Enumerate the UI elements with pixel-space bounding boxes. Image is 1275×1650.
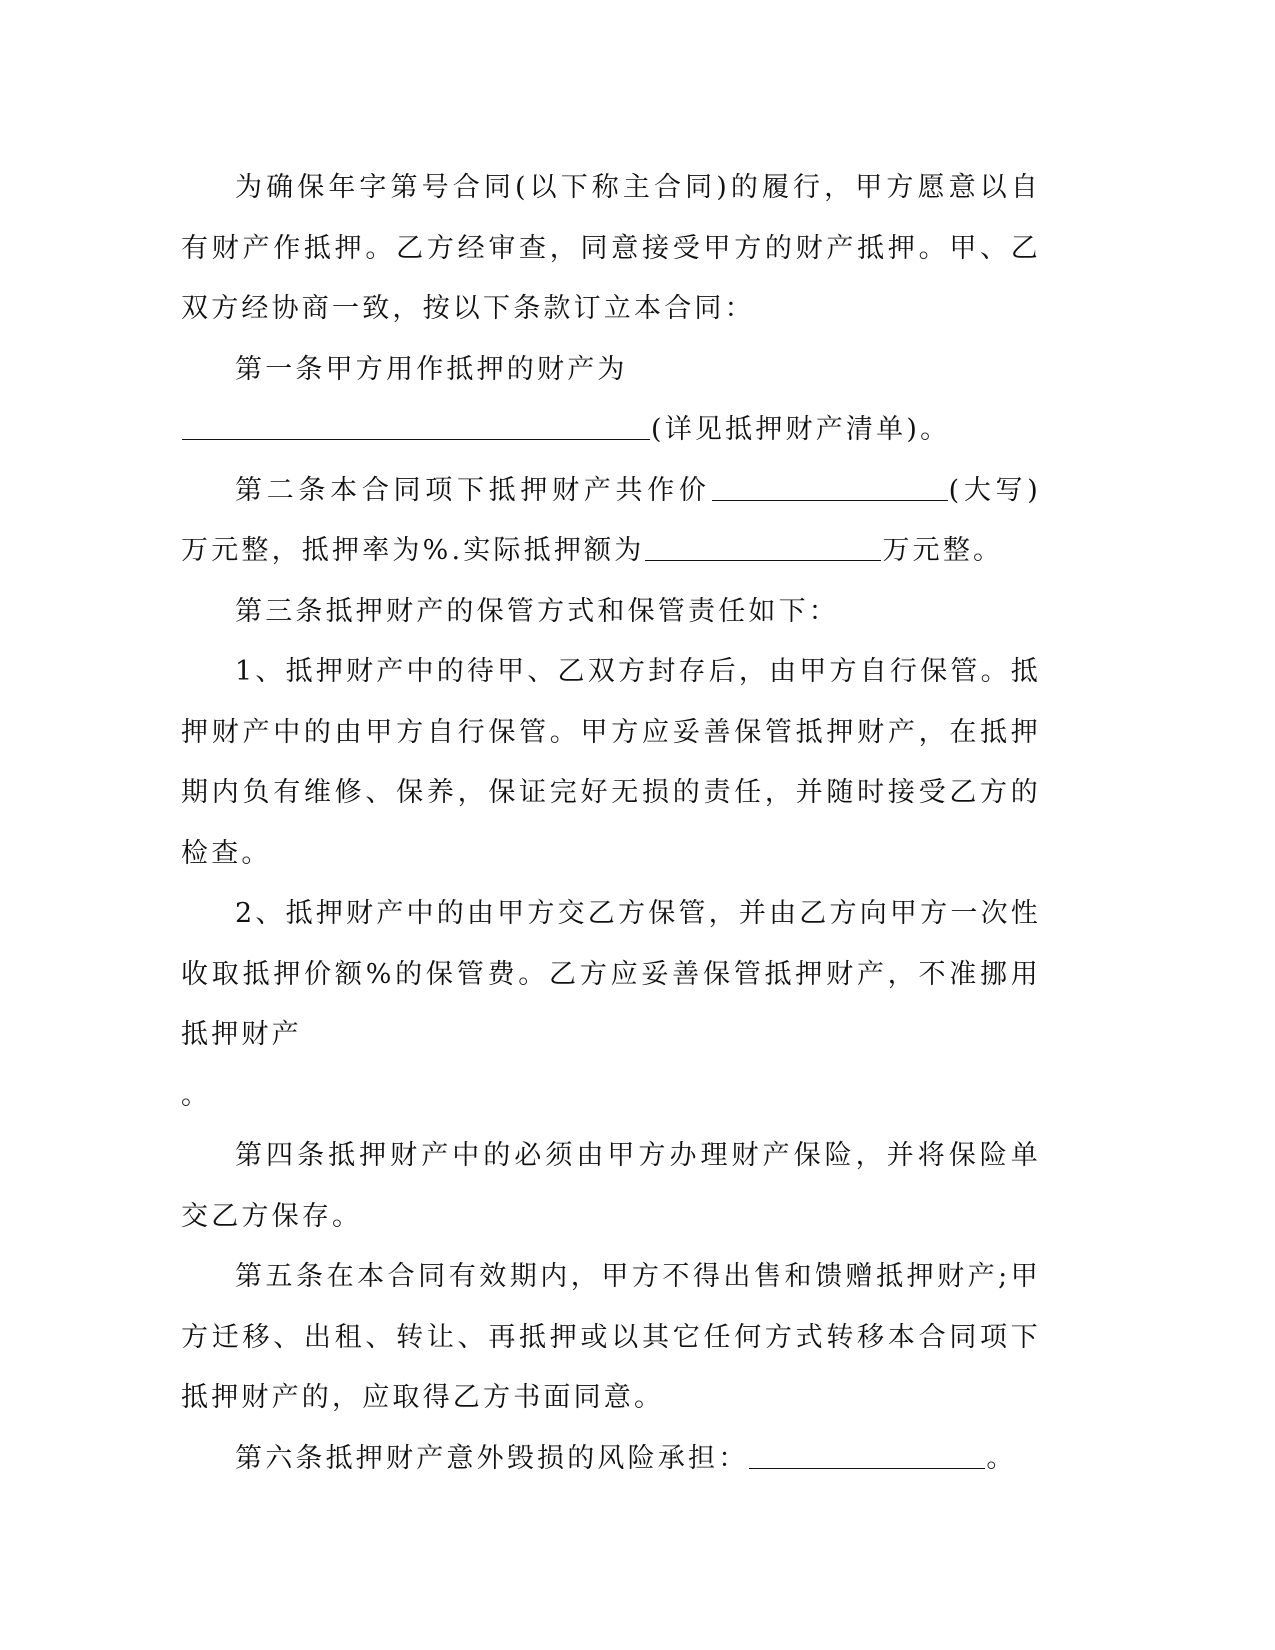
article-1-paragraph: 第一条甲方用作抵押的财产为	[235, 353, 628, 385]
article-3-paragraph: 第三条抵押财产的保管方式和保管责任如下：	[235, 595, 839, 627]
article-2-text-end: 万元整。	[882, 535, 1004, 566]
article-1-continuation	[181, 400, 1041, 461]
mortgage-amount-blank-line	[645, 535, 881, 562]
intro-paragraph: 为确保年字第号合同(以下称主合同)的履行，甲方愿意以自有财产作抵押。乙方经审查，同意接受甲方的财产抵押。甲、乙双方经协商一致，按以下条款订立本合同：	[181, 172, 1041, 324]
article-2-paragraph	[181, 461, 1041, 582]
article-2-text-start: 第二条本合同项下抵押财产共作价	[235, 474, 711, 506]
article-3-item-2: 2、抵押财产中的由甲方交乙方保管，并由乙方向甲方一次性收取抵押价额%的保管费。乙方应妥善保管抵押财产，不准挪用抵押财产	[181, 898, 1041, 1050]
contract-body	[181, 158, 1041, 1489]
risk-blank-line	[749, 1442, 985, 1469]
article-6-end: 。	[986, 1442, 1017, 1474]
article-6-paragraph	[181, 1429, 1041, 1490]
article-1-note: (详见抵押财产清单)。	[651, 414, 951, 445]
article-4-paragraph: 第四条抵押财产中的必须由甲方办理财产保险，并将保险单交乙方保存。	[181, 1140, 1041, 1232]
valuation-blank-line	[712, 474, 948, 501]
article-2-text-mid: (大写)万元整，抵押率为%.实际抵押额为	[181, 474, 1041, 566]
article-5-paragraph: 第五条在本合同有效期内，甲方不得出售和馈赠抵押财产;甲方迁移、出租、转让、再抵押或以其它任何方式转移本合同项下抵押财产的，应取得乙方书面同意。	[181, 1261, 1041, 1413]
article-6-text: 第六条抵押财产意外毁损的风险承担：	[235, 1442, 749, 1474]
article-3-item-2-tail: 。	[181, 1079, 212, 1111]
property-blank-line	[182, 414, 650, 441]
article-3-item-1: 1、抵押财产中的待甲、乙双方封存后，由甲方自行保管。抵押财产中的由甲方自行保管。甲方应妥善保管抵押财产，在抵押期内负有维修、保养，保证完好无损的责任，并随时接受乙方的检查。	[181, 656, 1041, 869]
